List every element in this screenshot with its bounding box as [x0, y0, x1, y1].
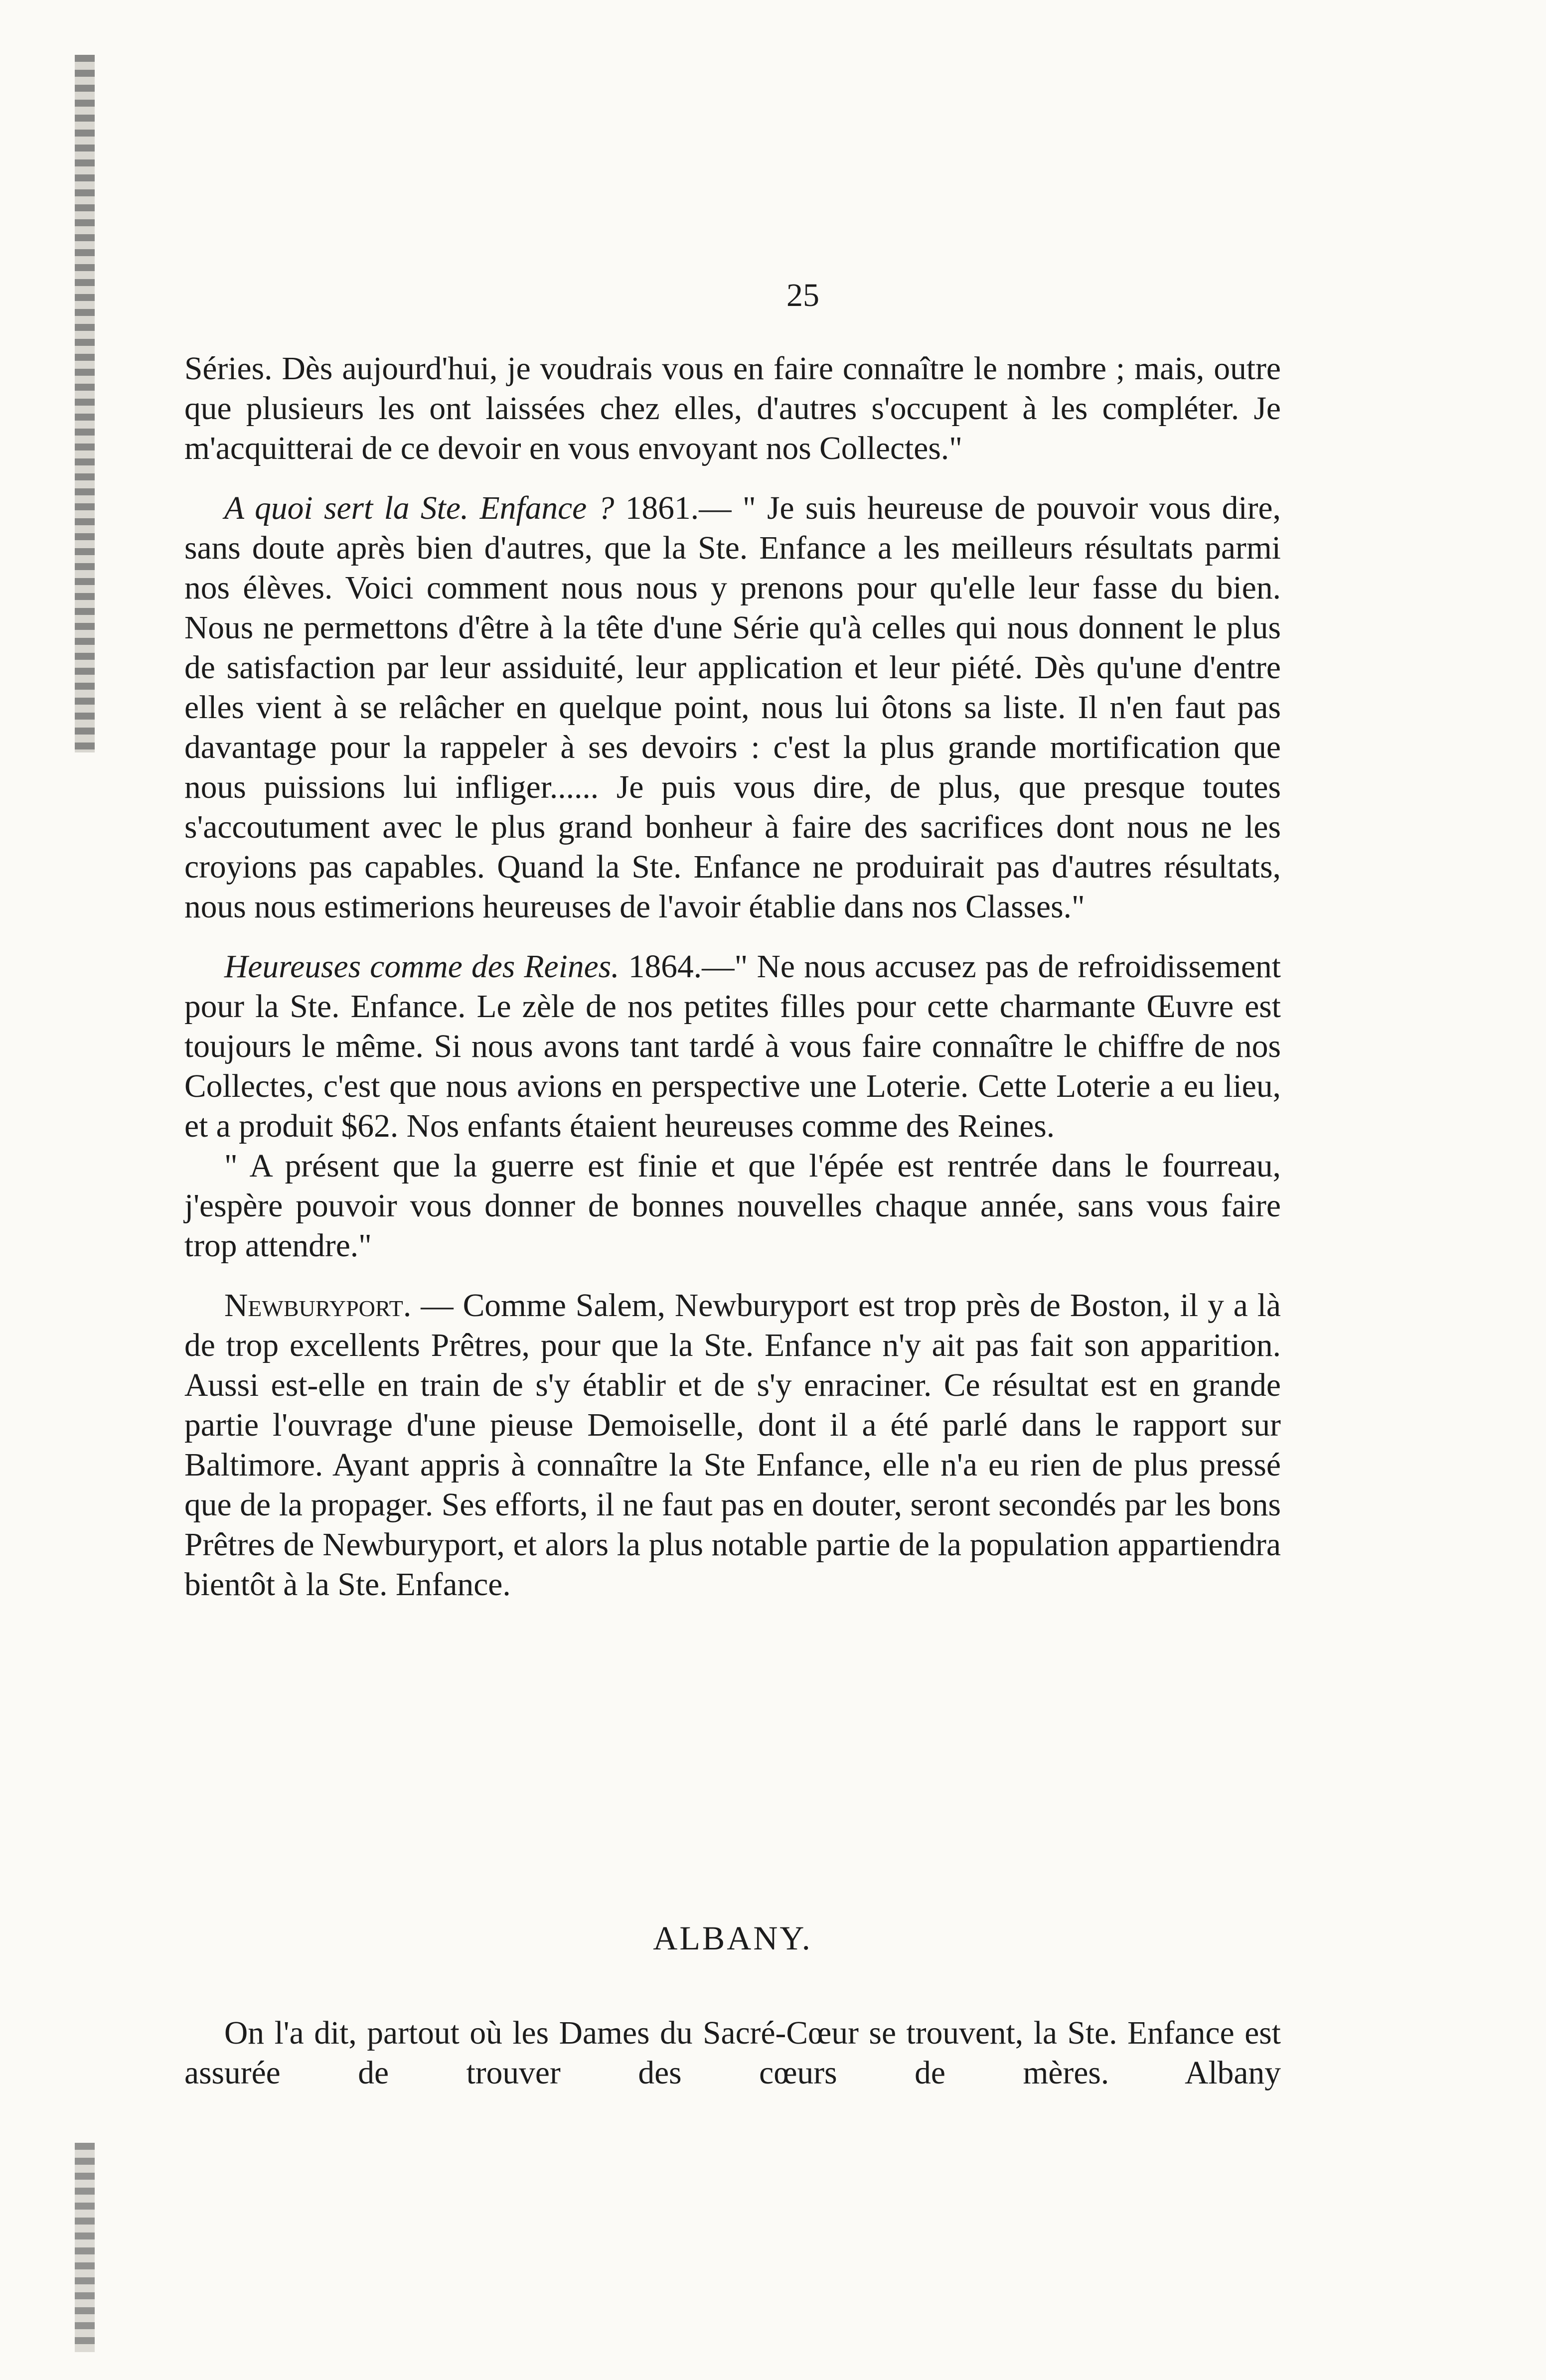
page-number: 25	[786, 277, 819, 313]
entry-title: Newburyport.	[224, 1288, 412, 1324]
entry-title: A quoi sert la Ste. Enfance ?	[224, 490, 615, 526]
entry-date: 1861.—	[625, 490, 732, 526]
page-binding-edge	[75, 55, 95, 752]
entry-text: Comme Salem, Newburyport est trop près de Boston, il y a là de trop excellents Prêtres, pour que la Ste. Enfance n'y ait pas fait son apparition. Aussi est-elle en train de s'y établir et de s'y enraciner. Ce résultat est en grande partie l'ouvrage d'une pieuse Demoiselle, dont il a été parlé dans le rapport sur Baltimore. Ayant appris à connaître la Ste Enfance, elle n'a eu rien de plus pressé que de la propager. Ses efforts, il ne faut pas en douter, seront secondés par les bons Prêtres de Newburyport, et alors la plus notable partie de la population appartiendra bientôt à la Ste. Enfance.	[184, 1288, 1281, 1603]
entry-paragraph-1861	[184, 488, 1281, 927]
continuation-paragraph: Séries. Dès aujourd'hui, je voudrais vous en faire connaître le nombre ; mais, outre que plusieurs les ont laissées chez elles, d'autres s'occupent à les compléter. Je m'acquitterai de ce devoir en vous envoyant nos Collectes."	[184, 351, 1281, 466]
page-binding-edge-lower	[75, 2143, 95, 2352]
entry-text: " Ne nous accusez pas de refroidissement pour la Ste. Enfance. Le zèle de nos petites filles pour cette charmante Œuvre est toujours le même. Si nous avons tant tardé à vous faire connaître le chiffre de nos Collectes, c'est que nous avions en perspective une Loterie. Cette Loterie a eu lieu, et a produit $62. Nos enfants étaient heureuses comme des Reines.	[184, 949, 1281, 1144]
section-heading-albany: ALBANY.	[653, 1919, 812, 1957]
entry-text: " Je suis heureuse de pouvoir vous dire, sans doute après bien d'autres, que la Ste. Enfance a les meilleurs résultats parmi nos élèves. Voici comment nous nous y prenons pour qu'elle leur fasse du bien. Nous ne permettons d'être à la tête d'une Série qu'à celles qui nous donnent le plus de satisfaction par leur assiduité, leur application et leur piété. Dès qu'une d'entre elles vient à se relâcher en quelque point, nous lui ôtons sa liste. Il n'en faut pas davantage pour la rappeler à ses devoirs : c'est la plus grande mortification que nous puissions lui infliger...... Je puis vous dire, de plus, que presque toutes s'accoutument avec le plus grand bonheur à faire des sacrifices dont nous ne les croyions pas capables. Quand la Ste. Enfance ne produirait pas d'autres résultats, nous nous estimerions heureuses de l'avoir établie dans nos Classes."	[184, 490, 1281, 925]
entry-title: Heureuses comme des Reines.	[224, 949, 619, 985]
entry-paragraph-1864	[184, 947, 1281, 1146]
albany-paragraph: On l'a dit, partout où les Dames du Sacré-Cœur se trouvent, la Ste. Enfance est assurée de trouver des cœurs de mères. Albany	[184, 2015, 1281, 2091]
body-text	[184, 349, 1281, 1605]
entry-paragraph-1864-cont: " A présent que la guerre est finie et que l'épée est rentrée dans le fourreau, j'espère pouvoir vous donner de bonnes nouvelles chaque année, sans vous faire trop attendre."	[184, 1148, 1281, 1264]
entry-date: 1864.—	[628, 949, 735, 985]
entry-date: —	[421, 1288, 454, 1324]
entry-paragraph-newburyport	[184, 1286, 1281, 1605]
